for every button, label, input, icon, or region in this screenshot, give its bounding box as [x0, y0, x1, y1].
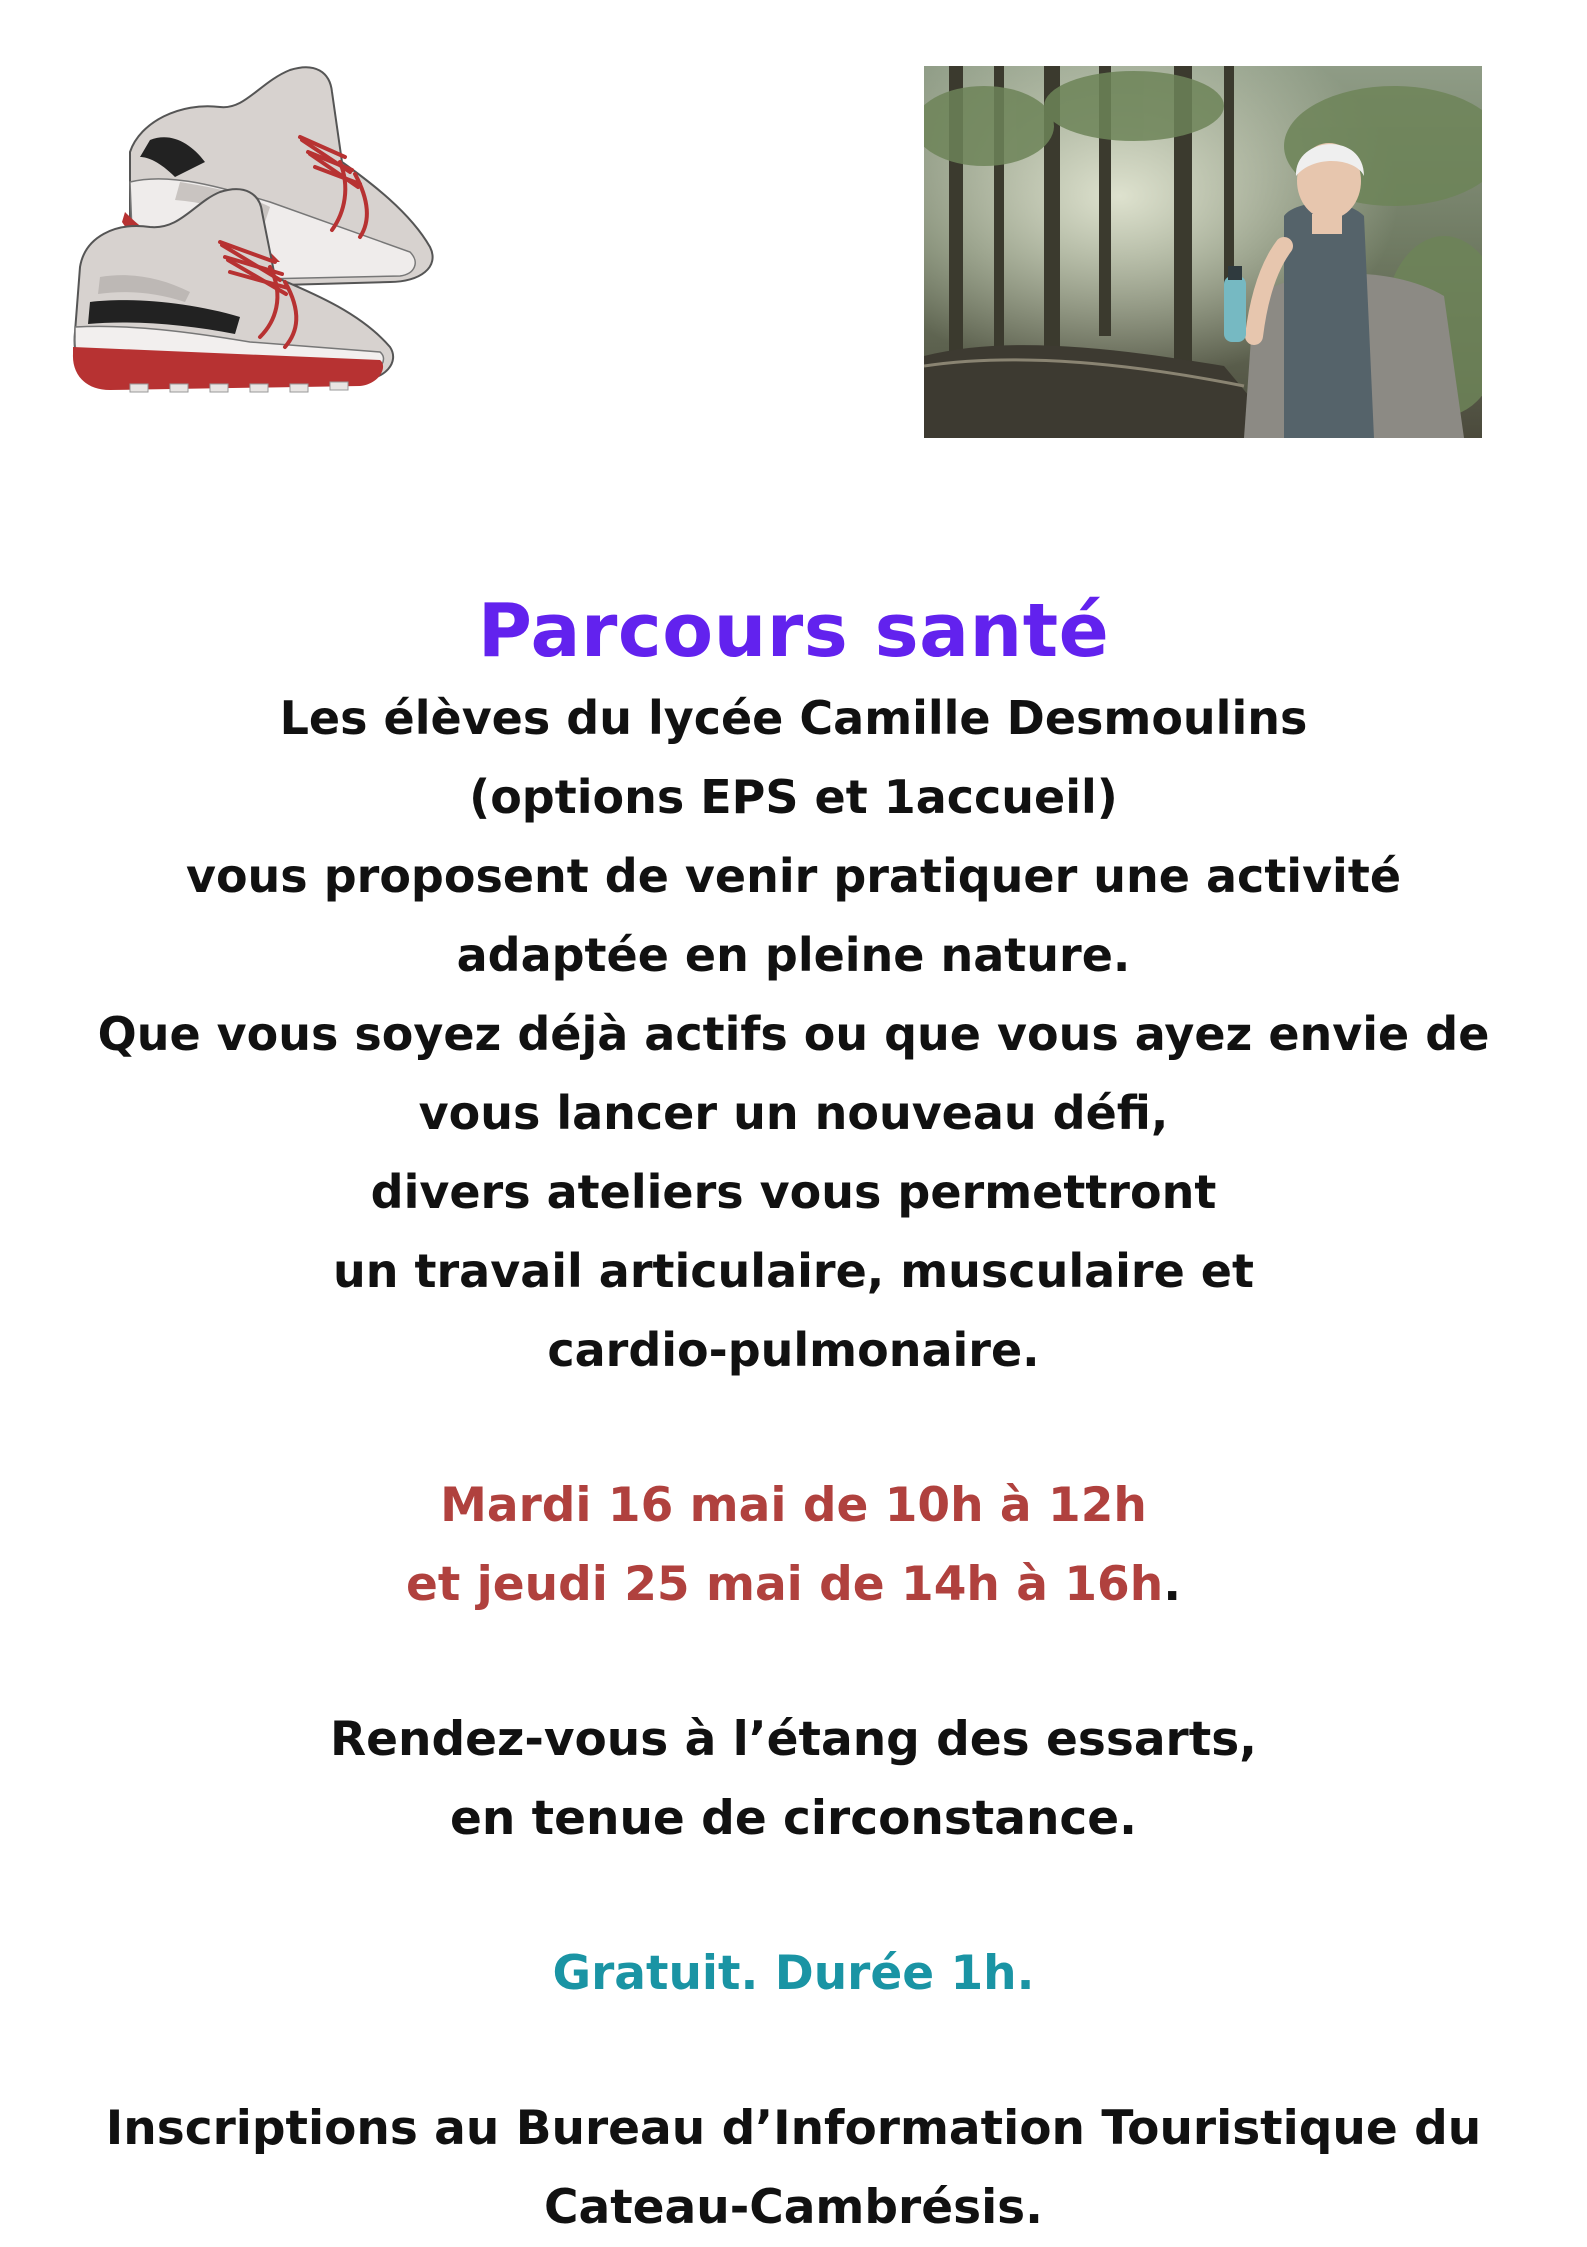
price-line: Gratuit. Durée 1h.	[552, 1946, 1035, 2001]
intro-line: cardio-pulmonaire.	[547, 1323, 1040, 1377]
date-line-1: Mardi 16 mai de 10h à 12h	[440, 1478, 1147, 1533]
flyer-content	[0, 585, 1587, 2247]
registration-line: Inscriptions au Bureau d’Information Touristique du	[105, 2101, 1482, 2156]
registration-info	[0, 2089, 1587, 2247]
meeting-line: Rendez-vous à l’étang des essarts,	[329, 1712, 1258, 1767]
meeting-line: en tenue de circonstance.	[449, 1791, 1138, 1846]
date-line-2-text: et jeudi 25 mai de 14h à 16h	[405, 1557, 1164, 1612]
intro-paragraph	[0, 679, 1587, 1390]
price-duration	[0, 1934, 1587, 2013]
senior-woman-hiking-photo	[924, 66, 1482, 438]
meeting-point	[0, 1700, 1587, 1858]
intro-line: vous lancer un nouveau défi,	[418, 1086, 1169, 1140]
intro-line: un travail articulaire, musculaire et	[333, 1244, 1254, 1298]
date-line-2	[0, 1545, 1587, 1624]
registration-line: Cateau-Cambrésis.	[543, 2180, 1044, 2235]
sneakers-illustration	[70, 62, 480, 422]
intro-line: vous proposent de venir pratiquer une activité	[185, 849, 1402, 903]
page-title: Parcours santé	[477, 588, 1110, 674]
intro-line: (options EPS et 1accueil)	[469, 770, 1118, 824]
event-dates	[0, 1466, 1587, 1624]
intro-line: divers ateliers vous permettront	[370, 1165, 1217, 1219]
date-line-2-period: .	[1163, 1557, 1182, 1612]
intro-line: Que vous soyez déjà actifs ou que vous ayez envie de	[97, 1007, 1490, 1061]
intro-line: Les élèves du lycée Camille Desmoulins	[279, 691, 1308, 745]
intro-line: adaptée en pleine nature.	[456, 928, 1131, 982]
